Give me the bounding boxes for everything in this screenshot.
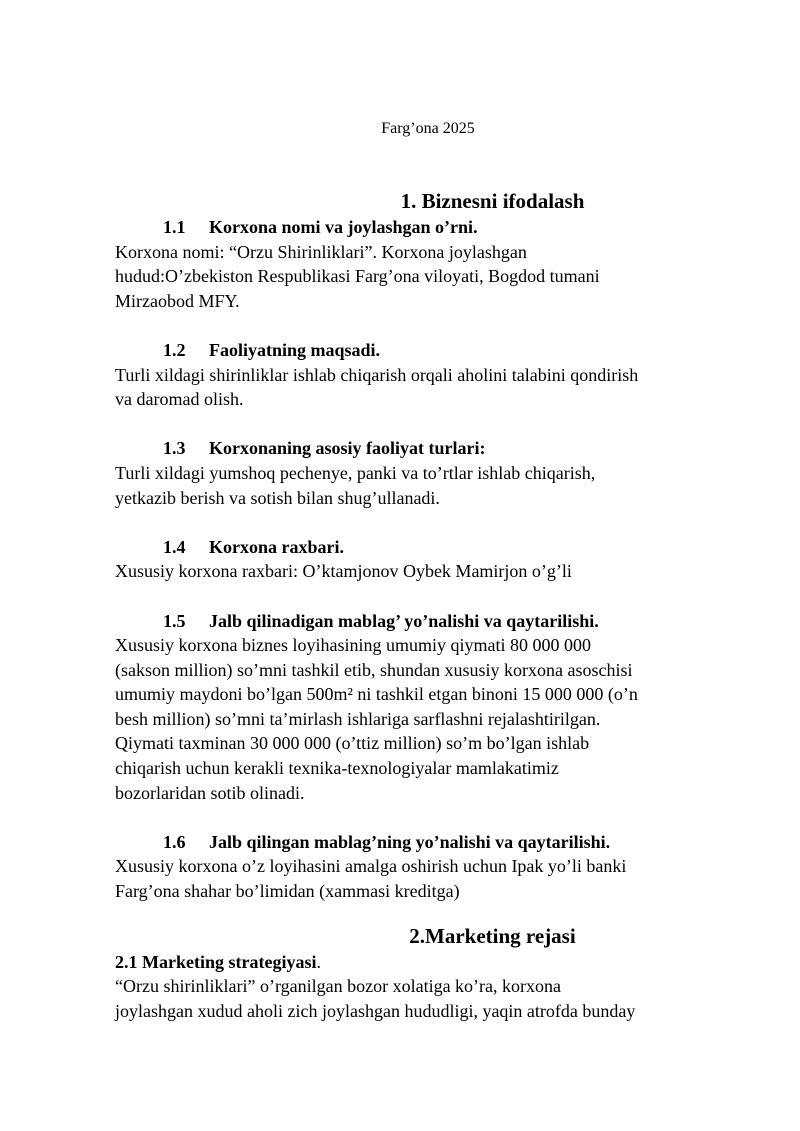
paragraph-line: Qiymati taxminan 30 000 000 (o’ttiz million) so’m bo’lgan ishlab — [115, 733, 590, 754]
subsection-title: 2.1 Marketing strategiyasi — [115, 951, 317, 972]
paragraph-line: yetkazib berish va sotish bilan shug’ullanadi. — [115, 487, 440, 508]
paragraph-line: hudud:O’zbekiston Respublikasi Farg’ona viloyati, Bogdod tumani — [115, 266, 600, 287]
subsection-number: 1.1 — [163, 217, 186, 237]
subsection-number: 1.3 — [163, 438, 186, 459]
section-1-title: 1. Biznesni ifodalash — [400, 189, 585, 213]
paragraph-line: Turli xildagi yumshoq pechenye, panki va to’rtlar ishlab chiqarish, — [115, 462, 596, 483]
subsection-title: Korxona raxbari. — [209, 536, 344, 557]
subsection-1-2-heading — [115, 338, 745, 363]
paragraph-line: Turli xildagi shirinliklar ishlab chiqarish orqali aholini talabini qondirish — [115, 364, 639, 385]
paragraph-line: joylashgan xudud aholi zich joylashgan hududligi, yaqin atrofda bunday — [115, 1000, 636, 1021]
paragraph-line: besh million) so’mni ta’mirlash ishlariga sarflashni rejalashtirilgan. — [115, 708, 601, 729]
paragraph-line: umumiy maydoni bo’lgan 500m² ni tashkil etgan binoni 15 000 000 (o’n — [115, 684, 638, 705]
paragraph-line: Xususiy korxona raxbari: O’ktamjonov Oybek Mamirjon o’g’li — [115, 561, 572, 582]
document-body — [115, 187, 745, 1023]
spacer — [115, 412, 745, 437]
subsection-1-3-heading — [115, 436, 745, 461]
subsection-1-6-heading — [115, 830, 745, 855]
subsection-title: Faoliyatning maqsadi. — [209, 339, 381, 360]
subsection-title: Korxona nomi va joylashgan o’rni. — [209, 217, 478, 237]
paragraph-line: Xususiy korxona o’z loyihasini amalga oshirish uchun Ipak yo’li banki — [115, 856, 627, 877]
section-2-title: 2.Marketing rejasi — [409, 923, 576, 948]
spacer — [115, 805, 745, 830]
paragraph-line: Korxona nomi: “Orzu Shirinliklari”. Korxona joylashgan — [115, 241, 527, 262]
paragraph-line: bozorlaridan sotib olinadi. — [115, 782, 305, 803]
subsection-title: Jalb qilinadigan mablag’ yo’nalishi va qaytarilishi. — [209, 610, 599, 631]
paragraph-line: (sakson million) so’mni tashkil etib, shundan xususiy korxona asoschisi — [115, 659, 633, 680]
spacer — [115, 584, 745, 609]
subsection-number: 1.4 — [163, 536, 186, 557]
subsection-title: Korxonaning asosiy faoliyat turlari: — [209, 438, 486, 459]
subsection-title: Jalb qilingan mablag’ning yo’nalishi va qaytarilishi. — [209, 831, 611, 852]
subsection-number: 1.5 — [163, 610, 186, 631]
spacer — [115, 313, 745, 338]
subsection-1-1-heading — [115, 215, 745, 240]
heading-punctuation: . — [316, 951, 321, 972]
place-year-header: Farg’ona 2025 — [381, 120, 475, 137]
paragraph-line: va daromad olish. — [115, 389, 244, 410]
paragraph-line: “Orzu shirinliklari” o’rganilgan bozor xolatiga ko’ra, korxona — [115, 976, 562, 997]
paragraph-line: Mirzaobod MFY. — [115, 290, 240, 311]
paragraph-line: Farg’ona shahar bo’limidan (xammasi kreditga) — [115, 881, 460, 902]
paragraph-line: chiqarish uchun kerakli texnika-texnologiyalar mamlakatimiz — [115, 758, 559, 779]
subsection-1-4-heading — [115, 535, 745, 560]
subsection-number: 1.6 — [163, 831, 186, 852]
subsection-number: 1.2 — [163, 339, 186, 360]
paragraph-line: Xususiy korxona biznes loyihasining umumiy qiymati 80 000 000 — [115, 635, 591, 656]
subsection-2-1-heading — [115, 950, 745, 975]
spacer — [115, 510, 745, 535]
subsection-1-5-heading — [115, 609, 745, 634]
